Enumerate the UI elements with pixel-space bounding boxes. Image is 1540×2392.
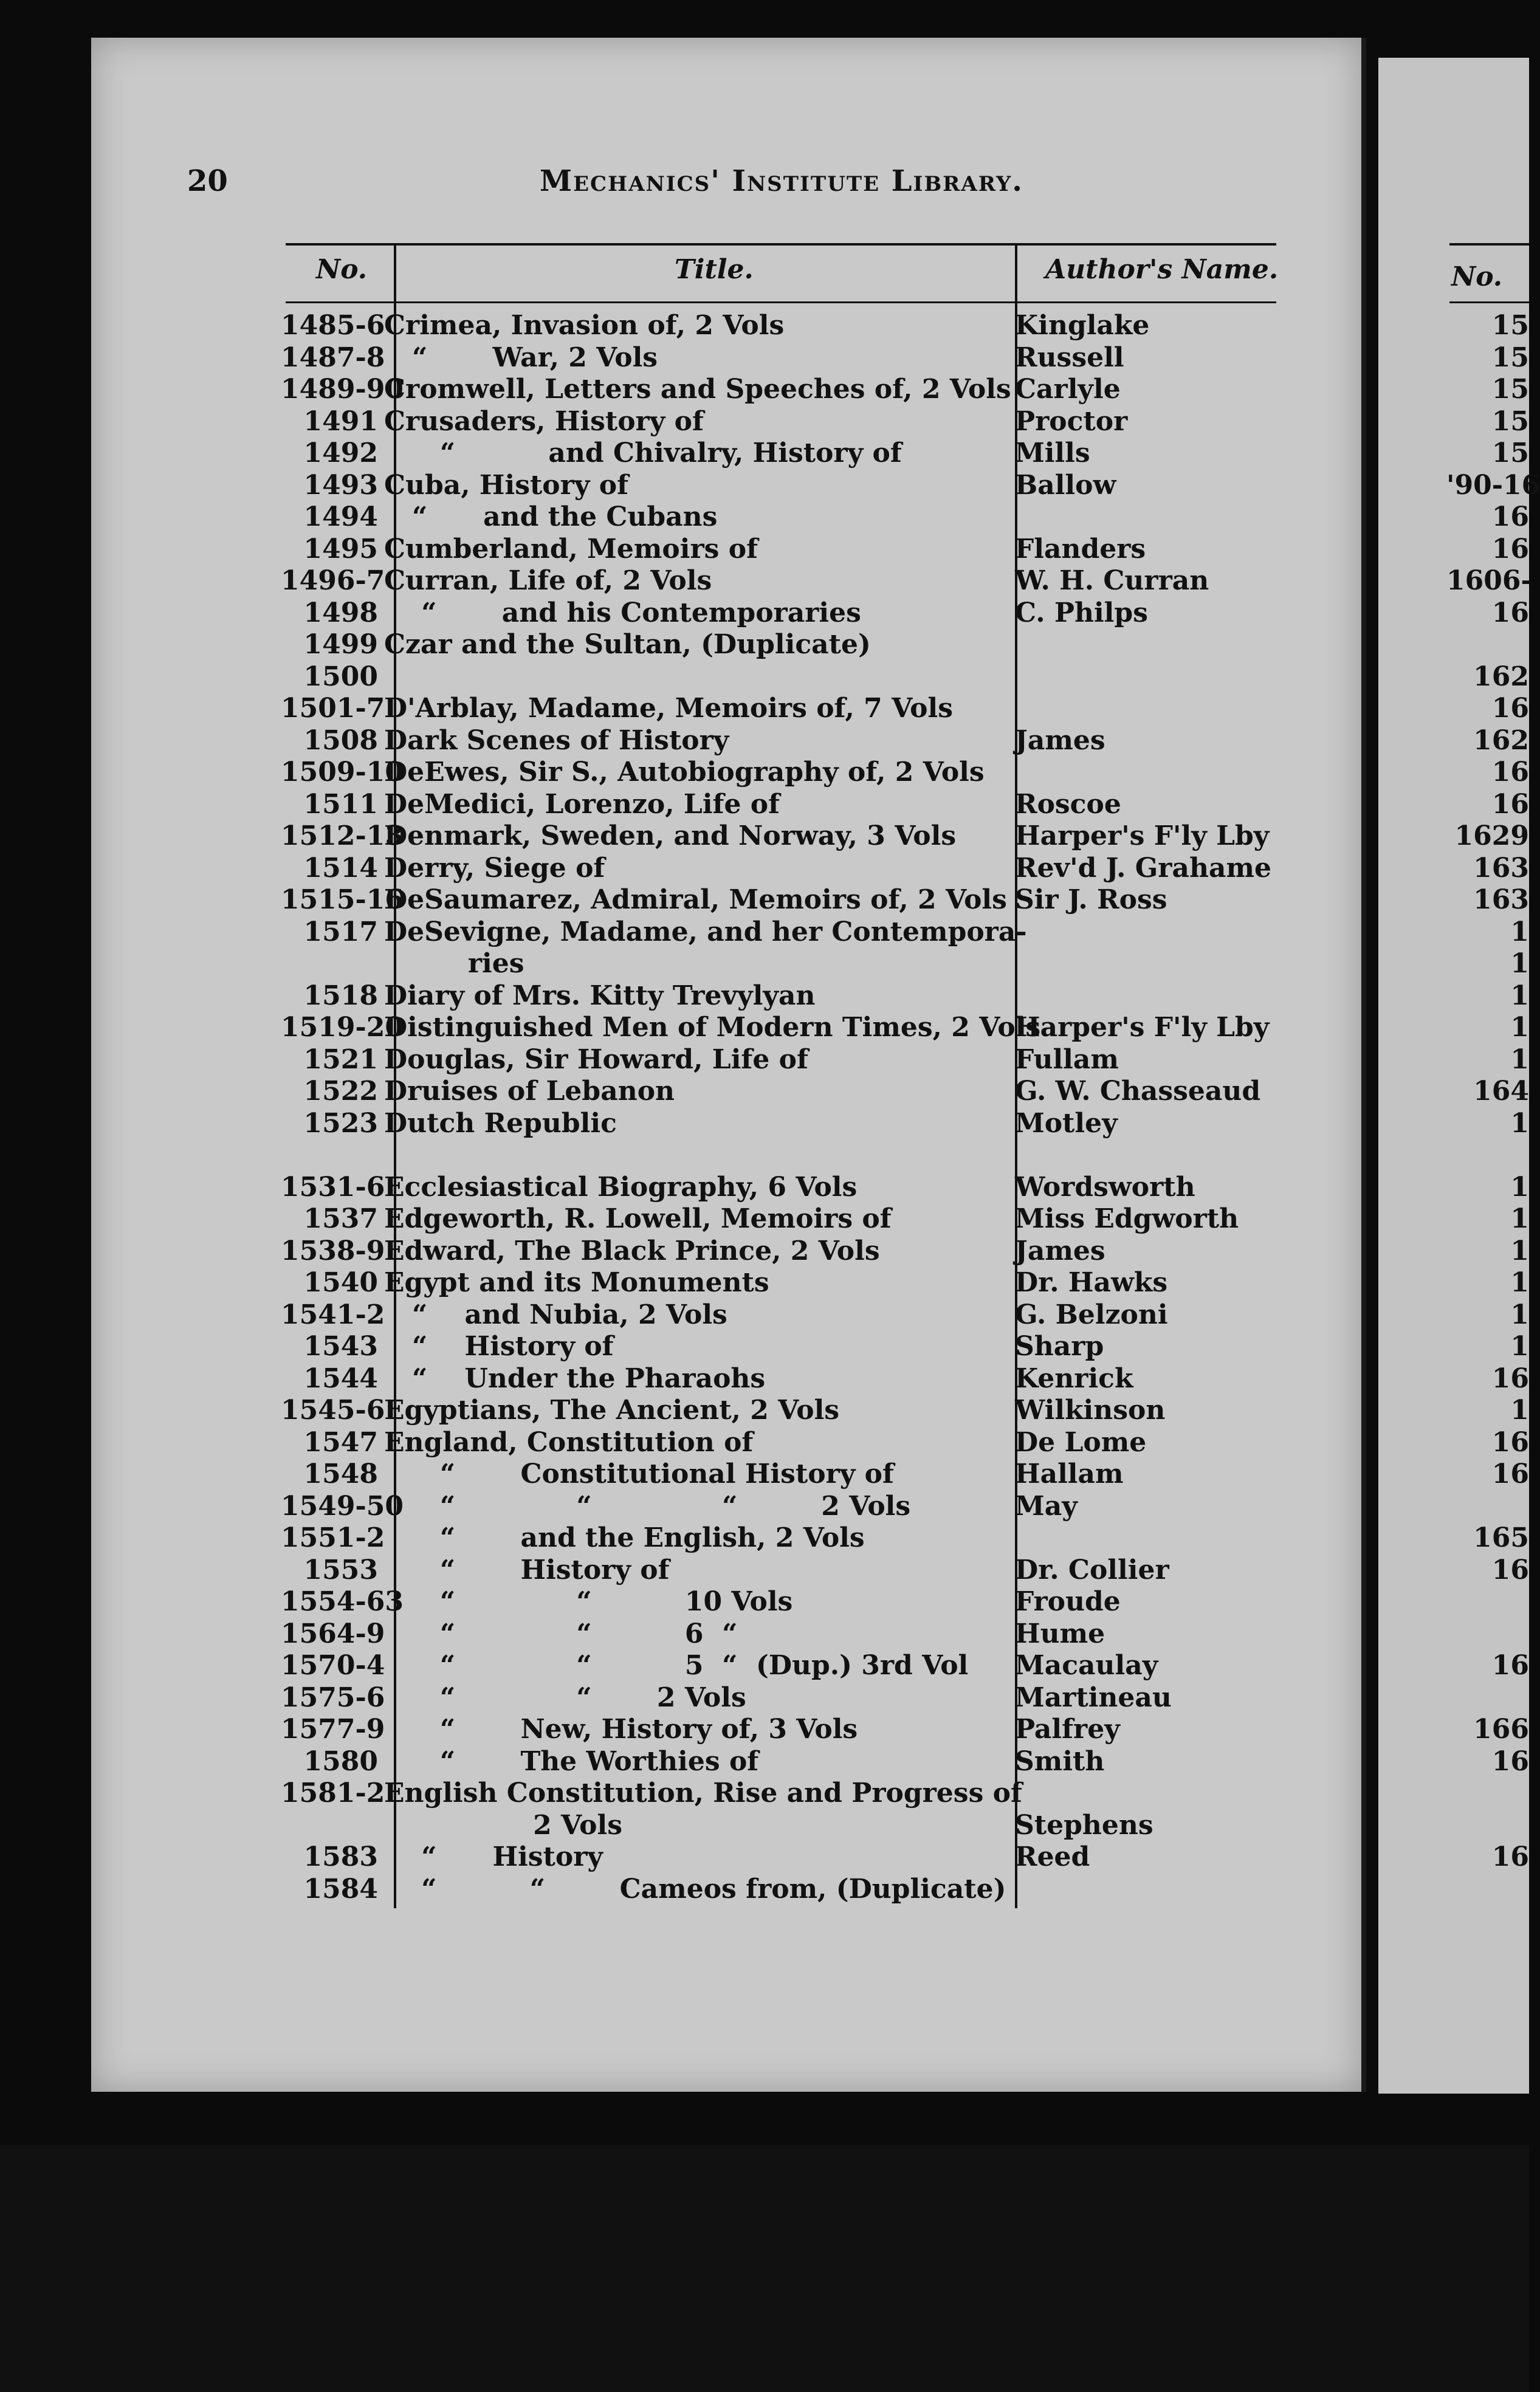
table-row (281, 1171, 1276, 1204)
entry-title: Crusaders, History of (384, 405, 704, 437)
entry-title: ries (384, 948, 524, 979)
entry-author: Hallam (1015, 1459, 1124, 1490)
entry-number: 1518 (303, 980, 378, 1011)
entry-author: Macaulay (1015, 1650, 1158, 1681)
entry-number: 1548 (303, 1459, 378, 1490)
entry-number: 1517 (303, 916, 378, 947)
entry-title: “ and the Cubans (384, 501, 718, 532)
entry-author: Russell (1015, 342, 1124, 373)
table-row (286, 725, 1276, 757)
right-page-number: 1606- (1446, 565, 1532, 596)
entry-number: 1540 (303, 1267, 378, 1298)
entry-author: Motley (1015, 1107, 1118, 1139)
page-header (187, 164, 1050, 213)
entry-number: 1583 (303, 1841, 378, 1872)
entry-title: Dutch Republic (384, 1107, 617, 1139)
entry-number: 1491 (303, 405, 378, 437)
entry-title: “ War, 2 Vols (384, 342, 658, 373)
entry-title: Douglas, Sir Howard, Life of (384, 1043, 808, 1075)
entry-number: 1581-2 (281, 1778, 385, 1809)
entry-number: 1584 (303, 1873, 378, 1905)
right-page-number: 166 (1473, 1714, 1529, 1745)
table-top-rule (286, 243, 1276, 246)
entry-title: Czar and the Sultan, (Duplicate) (384, 629, 871, 660)
right-page-number: 16 (1491, 1554, 1529, 1586)
entry-author: Reed (1015, 1841, 1090, 1872)
entry-number: 1570-4 (281, 1650, 385, 1681)
table-row (281, 1522, 1276, 1555)
entry-number: 1494 (303, 501, 378, 532)
entry-title: Distinguished Men of Modern Times, 2 Vols (384, 1012, 1041, 1043)
entry-title: Druises of Lebanon (384, 1076, 675, 1107)
entry-author: Roscoe (1015, 788, 1121, 820)
entry-author: Harper's F'ly Lby (1015, 1012, 1270, 1043)
entry-number: 1538-9 (281, 1235, 385, 1266)
entry-title: “ New, History of, 3 Vols (384, 1714, 858, 1745)
right-page-number: 16 (1491, 757, 1529, 788)
entry-number: 1544 (303, 1363, 378, 1394)
column-header-author: Author's Name. (1045, 254, 1279, 285)
entry-number: 1487-8 (281, 342, 385, 373)
entry-number: 1537 (303, 1203, 378, 1234)
table-row (286, 470, 1276, 502)
entry-title: “ “ 6 “ (384, 1618, 738, 1649)
entry-author: Wilkinson (1015, 1395, 1166, 1426)
entry-number: 1515-16 (281, 884, 404, 915)
entry-number: 1485-6 (281, 310, 385, 341)
right-page-number: 1 (1510, 1331, 1529, 1362)
table-row (286, 1267, 1276, 1299)
right-page-number: 163 (1473, 884, 1529, 915)
entry-title: “ History of (384, 1331, 614, 1362)
entry-number: 1500 (303, 661, 378, 692)
right-page-number: 16 (1491, 501, 1529, 532)
table-row (281, 1714, 1276, 1746)
table-row (286, 438, 1276, 470)
entry-title: Egypt and its Monuments (384, 1267, 769, 1298)
entry-number: 1508 (303, 724, 378, 756)
table-row (281, 1650, 1276, 1682)
table-row (286, 1076, 1276, 1108)
entry-number: 1575-6 (281, 1682, 385, 1713)
table-row (286, 1841, 1276, 1874)
right-page-number: 15 (1491, 405, 1529, 437)
right-page-number: 163 (1473, 852, 1529, 884)
entry-title: DeSevigne, Madame, and her Contempora- (384, 916, 1027, 947)
right-page-number: 15 (1491, 342, 1529, 373)
entry-number: 1519-20 (281, 1012, 404, 1043)
entry-title: Crimea, Invasion of, 2 Vols (384, 310, 785, 341)
right-page-number (1446, 1874, 1529, 1906)
entry-title: Curran, Life of, 2 Vols (384, 565, 712, 596)
right-page-number (1446, 1586, 1529, 1618)
entry-number: 1541-2 (281, 1299, 385, 1330)
entry-author: Hume (1015, 1618, 1105, 1649)
entry-title: Edgeworth, R. Lowell, Memoirs of (384, 1203, 892, 1234)
table-row (281, 1618, 1276, 1651)
right-page-number: 1 (1510, 948, 1529, 979)
entry-author: Kenrick (1015, 1363, 1133, 1394)
entry-title: “ History of (384, 1554, 670, 1586)
entry-number: 1547 (303, 1426, 378, 1458)
table-row (281, 1490, 1276, 1523)
table-row (286, 1459, 1276, 1491)
right-page-number (1446, 629, 1529, 661)
entry-number: 1509-10 (281, 757, 404, 788)
entry-author: Flanders (1015, 533, 1146, 565)
table-row (281, 310, 1276, 342)
entry-number: 1580 (303, 1745, 378, 1777)
entry-number: 1543 (303, 1331, 378, 1362)
table-row (281, 757, 1276, 789)
right-page-number (1446, 1139, 1529, 1172)
table-row (286, 1874, 1276, 1906)
entry-title: “ and Nubia, 2 Vols (384, 1299, 727, 1330)
entry-author: Smith (1015, 1745, 1105, 1777)
entry-title: DeEwes, Sir S., Autobiography of, 2 Vols (384, 757, 985, 788)
entry-author: May (1015, 1490, 1078, 1522)
entry-author: G. Belzoni (1015, 1299, 1168, 1330)
table-row (286, 501, 1276, 534)
table-row (286, 948, 1276, 980)
entry-title: Edward, The Black Prince, 2 Vols (384, 1235, 880, 1266)
right-page-number: 16 (1491, 1426, 1529, 1458)
entry-title: D'Arblay, Madame, Memoirs of, 7 Vols (384, 693, 954, 724)
table-row (281, 884, 1276, 916)
table-row (281, 1778, 1276, 1810)
right-page-number: 15 (1491, 438, 1529, 469)
right-page-numbers (1446, 310, 1540, 1905)
right-page-number: 1 (1510, 1043, 1529, 1075)
table-row (286, 1363, 1276, 1395)
entry-author: Palfrey (1015, 1714, 1120, 1745)
entry-author: Wordsworth (1015, 1171, 1195, 1203)
table-row (286, 1746, 1276, 1778)
entry-title: Ecclesiastical Biography, 6 Vols (384, 1171, 858, 1203)
table-row (286, 1331, 1276, 1363)
right-page-number (1446, 1682, 1529, 1714)
right-page-number: 16 (1491, 597, 1529, 628)
entry-author: Sir J. Ross (1015, 884, 1167, 915)
table-row (286, 406, 1276, 438)
table-row (286, 629, 1276, 661)
entry-title: “ “ “ 2 Vols (384, 1490, 911, 1522)
entry-author: Fullam (1015, 1043, 1119, 1075)
entry-title: Dark Scenes of History (384, 724, 729, 756)
table-row (286, 597, 1276, 630)
right-page-number: 1 (1510, 980, 1529, 1011)
entry-number: 1493 (303, 469, 378, 501)
right-page-number: 16 (1491, 1363, 1529, 1394)
entry-number: 1499 (303, 629, 378, 660)
entry-author: W. H. Curran (1015, 565, 1209, 596)
table-row (286, 1203, 1276, 1236)
entry-title: “ and his Contemporaries (384, 597, 861, 628)
entry-number: 1512-13 (281, 820, 404, 851)
entry-title: DeMedici, Lorenzo, Life of (384, 788, 780, 820)
right-page-number: 1 (1510, 1012, 1529, 1043)
entry-title: “ “ Cameos from, (Duplicate) (384, 1873, 1006, 1905)
entry-number: 1551-2 (281, 1522, 385, 1553)
right-page-number: 162 (1473, 724, 1529, 756)
table-row (286, 661, 1276, 693)
table-row (286, 916, 1276, 949)
entry-title: Egyptians, The Ancient, 2 Vols (384, 1395, 840, 1426)
right-page-top-rule (1449, 243, 1529, 246)
entry-author: James (1015, 1235, 1105, 1266)
entry-number: 1521 (303, 1043, 378, 1075)
table-row (286, 980, 1276, 1012)
right-page-number: 1 (1510, 1299, 1529, 1330)
table-row (281, 1395, 1276, 1427)
page-number: 20 (187, 164, 228, 198)
right-page-number: 1 (1510, 1235, 1529, 1266)
column-header-no: No. (316, 254, 368, 285)
entry-author: Rev'd J. Grahame (1015, 852, 1272, 884)
table-row (281, 693, 1276, 725)
entry-number: 1501-7 (281, 693, 385, 724)
entry-author: Harper's F'ly Lby (1015, 820, 1270, 851)
entry-author: Dr. Hawks (1015, 1267, 1168, 1298)
right-page-number: 1 (1510, 1267, 1529, 1298)
entry-number: 1531-6 (281, 1171, 385, 1203)
right-page-number (1446, 1618, 1529, 1651)
entry-number: 1495 (303, 533, 378, 565)
entry-title: Denmark, Sweden, and Norway, 3 Vols (384, 820, 957, 851)
table-row (281, 1586, 1276, 1618)
right-page-number: 16 (1491, 533, 1529, 565)
right-page-number: 1 (1510, 1171, 1529, 1203)
entry-title: 2 Vols (384, 1809, 622, 1841)
entry-number: 1514 (303, 852, 378, 884)
table-row (281, 374, 1276, 406)
table-row (281, 1682, 1276, 1714)
column-header-title: Title. (675, 254, 754, 285)
entry-title: Cuba, History of (384, 469, 628, 501)
right-page-number: 15 (1491, 374, 1529, 405)
entry-title: “ “ 2 Vols (384, 1682, 746, 1713)
entry-title: “ and Chivalry, History of (384, 438, 902, 469)
entry-number: 1545-6 (281, 1395, 385, 1426)
right-page-number: 162 (1473, 661, 1529, 692)
right-page-column-header: No. (1451, 261, 1503, 292)
table-row (286, 1555, 1276, 1587)
entry-author: Stephens (1015, 1809, 1153, 1841)
entry-author: Froude (1015, 1586, 1121, 1617)
right-page-number: 165 (1473, 1522, 1529, 1553)
table-row (286, 1427, 1276, 1459)
entry-number: 1496-7 (281, 565, 385, 596)
entry-title: “ “ 5 “ (Dup.) 3rd Vol (384, 1650, 969, 1681)
right-page-number: 16 (1491, 693, 1529, 724)
table-row (281, 342, 1276, 374)
entry-title: English Constitution, Rise and Progress of (384, 1778, 1022, 1809)
entry-author: G. W. Chasseaud (1015, 1076, 1261, 1107)
right-page-number: 164 (1473, 1076, 1529, 1107)
entry-author: Martineau (1015, 1682, 1172, 1713)
entry-author: De Lome (1015, 1426, 1147, 1458)
entry-title: “ Under the Pharaohs (384, 1363, 766, 1394)
entry-author: Mills (1015, 438, 1090, 469)
entry-number: 1489-90 (281, 374, 404, 405)
table-row (281, 1299, 1276, 1332)
right-page-number (1446, 1778, 1529, 1810)
entry-title: Diary of Mrs. Kitty Trevylyan (384, 980, 816, 1011)
right-page-number: 1 (1510, 1203, 1529, 1234)
table-body (281, 310, 1276, 1905)
table-row (281, 1235, 1276, 1268)
table-row (286, 534, 1276, 566)
entry-number: 1549-50 (281, 1490, 404, 1522)
table-row (286, 1108, 1276, 1140)
entry-title: “ “ 10 Vols (384, 1586, 793, 1617)
entry-title: “ Constitutional History of (384, 1459, 894, 1490)
entry-author: Carlyle (1015, 374, 1121, 405)
right-page-number: 16 (1491, 1745, 1529, 1777)
entry-author: Proctor (1015, 405, 1128, 437)
entry-number: 1511 (303, 788, 378, 820)
entry-author: Ballow (1015, 469, 1116, 501)
entry-title: “ and the English, 2 Vols (384, 1522, 865, 1553)
entry-title: Derry, Siege of (384, 852, 605, 884)
bottom-strip (0, 2145, 1529, 2392)
right-page-number: 1 (1510, 916, 1529, 947)
entry-title: “ The Worthies of (384, 1745, 759, 1777)
entry-author: Miss Edgworth (1015, 1203, 1239, 1234)
entry-author: Dr. Collier (1015, 1554, 1169, 1586)
table-row (286, 789, 1276, 821)
right-page-number (1446, 1491, 1529, 1523)
entry-number: 1577-9 (281, 1714, 385, 1745)
right-page-number: 1 (1510, 1107, 1529, 1139)
entry-number: 1554-63 (281, 1586, 404, 1617)
right-page-number: 1629 (1454, 820, 1529, 851)
right-page-number (1446, 1810, 1529, 1842)
right-page-number: 16 (1491, 788, 1529, 820)
entry-author: C. Philps (1015, 597, 1148, 628)
entry-title: England, Constitution of (384, 1426, 754, 1458)
entry-title: “ History (384, 1841, 603, 1872)
entry-author: Kinglake (1015, 310, 1150, 341)
entry-author: James (1015, 724, 1105, 756)
table-row (286, 853, 1276, 885)
right-page-number: 1 (1510, 1395, 1529, 1426)
table-row (281, 820, 1276, 853)
table-row (286, 1139, 1276, 1172)
entry-number: 1522 (303, 1076, 378, 1107)
entry-number: 1498 (303, 597, 378, 628)
right-page-number: '90-16 (1446, 469, 1540, 501)
entry-number: 1553 (303, 1554, 378, 1586)
entry-number: 1492 (303, 438, 378, 469)
entry-number: 1564-9 (281, 1618, 385, 1649)
entry-title: Cromwell, Letters and Speeches of, 2 Vols (384, 374, 1011, 405)
table-row (281, 1012, 1276, 1044)
table-row (281, 565, 1276, 597)
entry-title: Cumberland, Memoirs of (384, 533, 758, 565)
catalog-table (281, 243, 1279, 1908)
entry-title: DeSaumarez, Admiral, Memoirs of, 2 Vols (384, 884, 1007, 915)
right-page-number: 15 (1491, 310, 1529, 341)
right-page-number: 16 (1491, 1459, 1529, 1490)
table-header-rule (286, 301, 1276, 303)
right-page-number: 16 (1491, 1841, 1529, 1872)
right-page-header-rule (1449, 301, 1529, 303)
right-page-number: 16 (1491, 1650, 1529, 1681)
table-row (286, 1810, 1276, 1842)
running-title: Mechanics' Institute Library. (540, 164, 1024, 198)
entry-number: 1523 (303, 1107, 378, 1139)
table-row (286, 1044, 1276, 1076)
entry-author: Sharp (1015, 1331, 1104, 1362)
